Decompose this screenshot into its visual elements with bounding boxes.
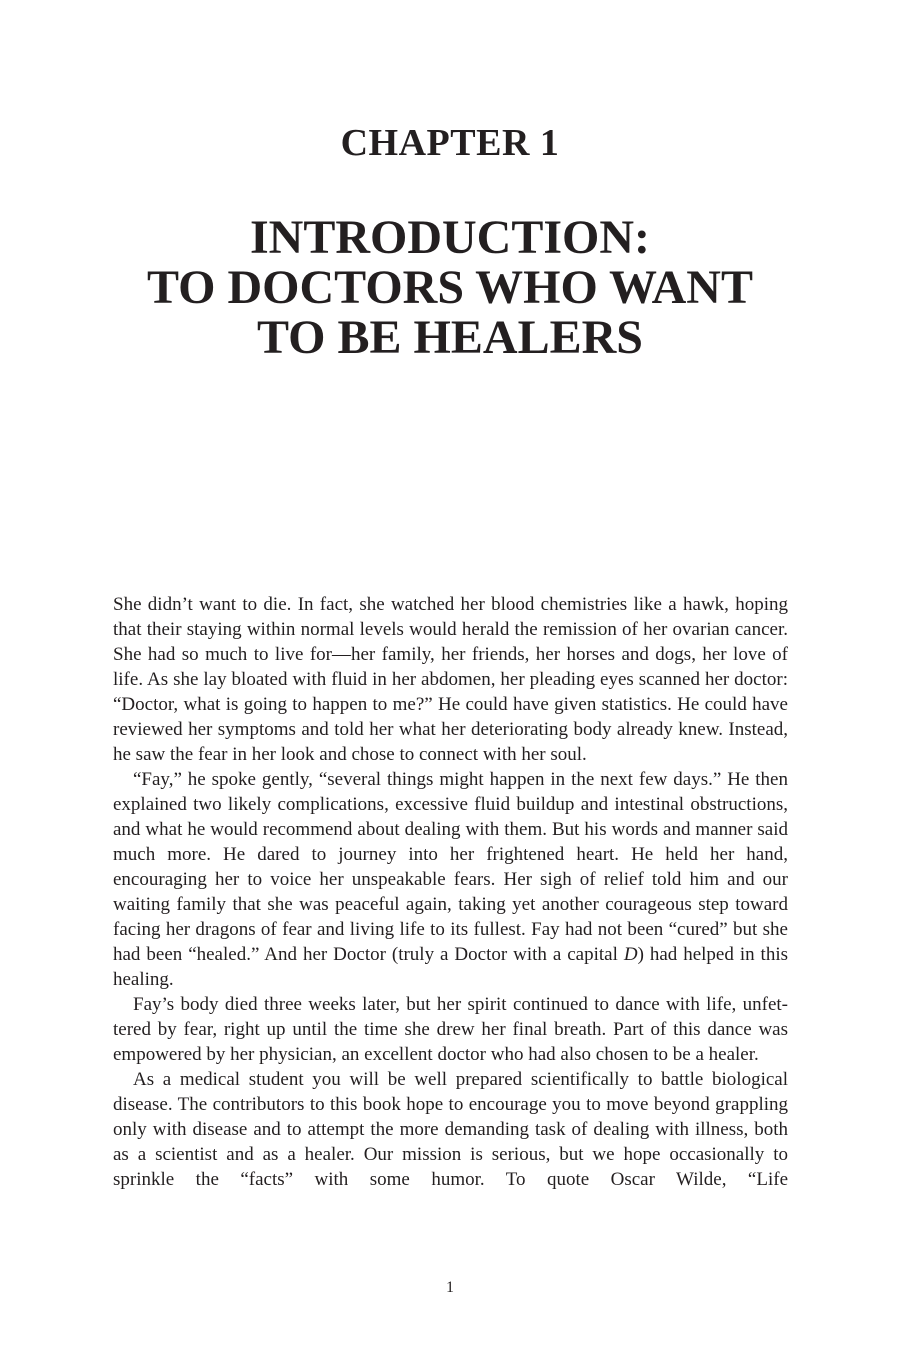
paragraph: As a medical student you will be well prepared scientifically to battle biological disease. The contributors to this book hope to encourage you to move beyond grappling only with disease and to attempt the more demanding task of dealing with illness, both as a scientist and as a healer. Our mission is serious, but we hope occasionally to sprinkle the “facts” with some humor. To quote Oscar Wilde, “Life [113,1069,788,1190]
paragraph-text: ) had helped in this healing. [113,944,788,990]
chapter-title [0,213,900,363]
chapter-title-line: INTRODUCTION: [249,211,651,264]
emphasis-text: D [623,944,638,965]
body-text [113,592,788,1192]
chapter-label: CHAPTER 1 [340,122,560,164]
chapter-title-line: TO DOCTORS WHO WANT [147,261,753,314]
chapter-title-line: TO BE HEALERS [257,311,643,364]
paragraph-text: “Fay,” he spoke gently, “several things might happen in the next few days.” He then explained two likely complications, excessive fluid buildup and intestinal obstructions, and what he would recommend about dealing with them. But his words and manner said much more. He dared to journey into her frightened heart. He held her hand, encouraging her to voice her unspeakable fears. Her sigh of relief told him and our waiting family that she was peaceful again, taking yet another courageous step toward facing her dragons of fear and living life to its fullest. Fay had not been “cured” but she had been “healed.” And her Doctor (truly a Doctor with a capital [113,769,788,965]
page-number: 1 [446,1279,454,1296]
paragraph: She didn’t want to die. In fact, she watched her blood chemistries like a hawk, hoping that their staying within normal levels would herald the remission of her ovarian cancer. She had so much to live for—her family, her friends, her horses and dogs, her love of life. As she lay bloated with fluid in her abdomen, her pleading eyes scanned her doctor: “Doctor, what is going to happen to me?” He could have given statistics. He could have reviewed her symptoms and told her what her deteriorating body already knew. Instead, he saw the fear in her look and chose to connect with her soul. [113,594,788,765]
paragraph: Fay’s body died three weeks later, but her spirit continued to dance with life, unfettered by fear, right up until the time she drew her final breath. Part of this dance was empowered by her physician, an excellent doctor who had also chosen to be a healer. [113,994,788,1065]
paragraph [113,767,788,992]
